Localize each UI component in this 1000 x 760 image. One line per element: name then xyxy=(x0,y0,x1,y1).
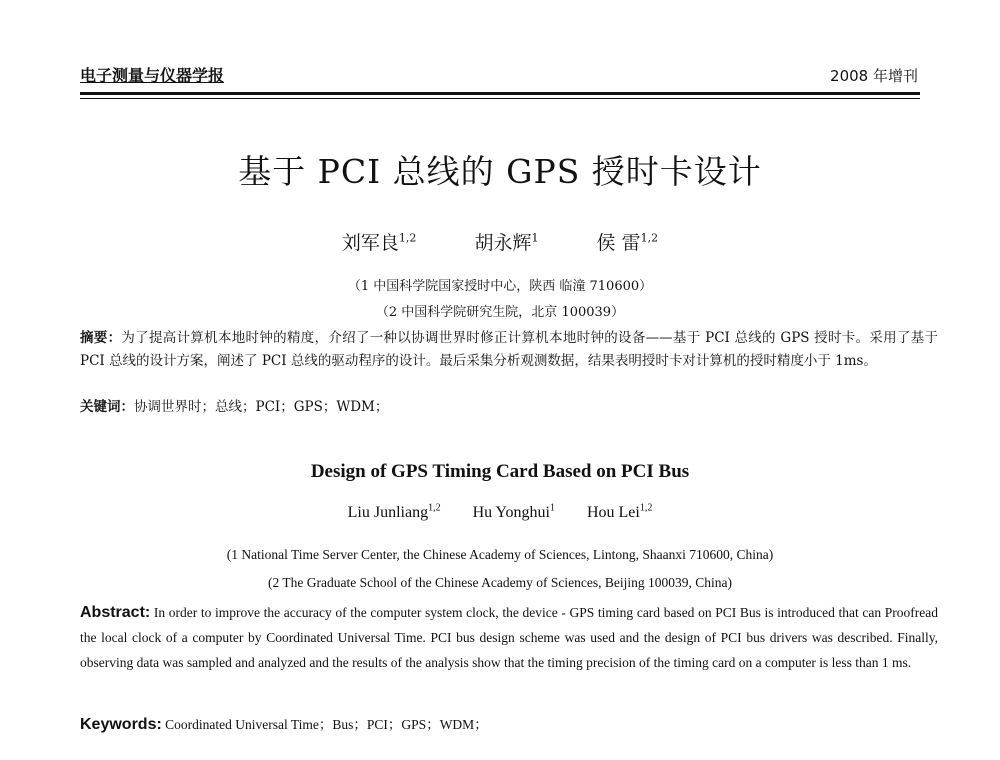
abstract-en-text: In order to improve the accuracy of the computer system clock, the device - GPS timing card based on PCI Bus is introduced that can Proofread the local clock of a computer by Coordinated Universal Time. PCI bus design scheme was used and the design of PCI bus drivers was described. Finally, observing data was sampled and analyzed and the results of the analysis show that the timing precision of the timing card on a computer is less than 1 ms. xyxy=(80,605,938,670)
running-head xyxy=(80,64,920,90)
header-rule-thick xyxy=(80,92,920,95)
keywords-en xyxy=(80,713,938,736)
affiliation-cn-2: （2 中国科学院研究生院，北京 100039） xyxy=(375,305,625,320)
journal-name: 电子测量与仪器学报 xyxy=(80,66,225,85)
header-rule-thin xyxy=(80,98,920,99)
abstract-cn xyxy=(80,327,938,373)
keywords-cn xyxy=(80,396,938,419)
affiliation-en-1: (1 National Time Server Center, the Chinese Academy of Sciences, Lintong, Shaanxi 710600, China) xyxy=(226,547,774,562)
author-list-cn xyxy=(80,228,920,255)
abstract-cn-label: 摘要： xyxy=(80,330,122,346)
author-en: Liu Junliang$^{1,2}$ xyxy=(347,503,441,522)
abstract-en-label: Abstract: xyxy=(80,604,151,621)
affiliation-en-2: (2 The Graduate School of the Chinese Academy of Sciences, Beijing 100039, China) xyxy=(268,575,732,590)
issue-label: 2008 年增刊 xyxy=(830,67,918,85)
abstract-en xyxy=(80,600,938,675)
author-cn: 侯 雷$^{1,2}$ xyxy=(596,231,659,254)
paper-title-cn: 基于 PCI 总线的 GPS 授时卡设计 xyxy=(238,152,762,191)
keywords-cn-text: 协调世界时；总线；PCI；GPS；WDM； xyxy=(134,399,389,415)
paper-title-en: Design of GPS Timing Card Based on PCI Bus xyxy=(310,461,690,482)
author-cn: 刘军良$^{1,2}$ xyxy=(341,231,417,254)
abstract-cn-text: 为了提高计算机本地时钟的精度，介绍了一种以协调世界时修正计算机本地时钟的设备——基于 PCI 总线的 GPS 授时卡。采用了基于 PCI 总线的设计方案，阐述了 PCI 总线的驱动程序的设计。最后采集分析观测数据，结果表明授时卡对计算机的授时精度小于 1ms。 xyxy=(80,330,938,369)
keywords-en-label: Keywords: xyxy=(80,716,162,733)
keywords-cn-label: 关键词： xyxy=(80,399,134,415)
author-en: Hou Lei$^{1,2}$ xyxy=(586,503,653,522)
author-list-en xyxy=(80,503,920,522)
author-cn: 胡永辉$^1$ xyxy=(474,231,539,254)
affiliation-cn-1: （1 中国科学院国家授时中心，陕西 临潼 710600） xyxy=(347,279,653,294)
author-en: Hu Yonghui$^1$ xyxy=(472,503,555,522)
keywords-en-text: Coordinated Universal Time；Bus；PCI；GPS；WDM； xyxy=(165,717,488,732)
